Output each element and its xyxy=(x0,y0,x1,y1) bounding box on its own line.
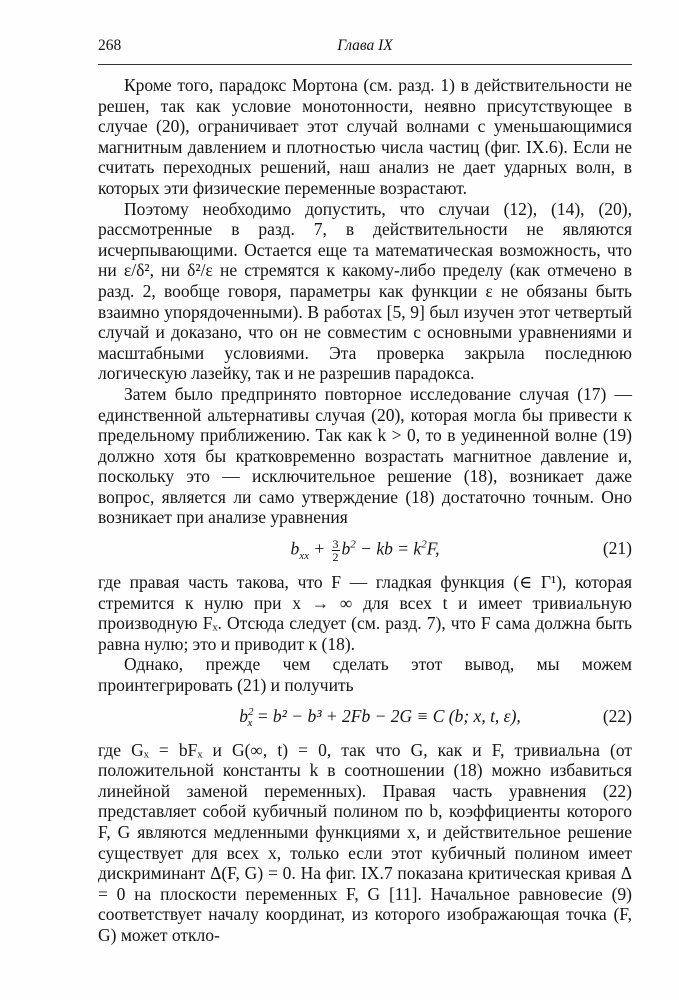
eq21-subscript-xx: xx xyxy=(299,550,309,563)
page-number: 268 xyxy=(98,37,122,54)
eq21-term-b: b xyxy=(290,538,300,559)
header-rule xyxy=(98,64,632,65)
equation-22-number: (22) xyxy=(602,705,632,726)
eq21-rest-exponent: 2 xyxy=(421,538,427,551)
equation-21-formula xyxy=(98,538,632,563)
eq22-exponent: 2 xyxy=(247,705,254,718)
eq21-exponent: 2 xyxy=(350,538,356,551)
eq21-plus: + xyxy=(308,538,330,559)
running-head: Глава IX xyxy=(337,37,393,54)
eq22-subscript: x xyxy=(247,717,253,730)
eq21-term-b2: b xyxy=(341,538,351,559)
equation-22 xyxy=(98,706,632,730)
eq21-rest: − kb = k xyxy=(355,538,422,559)
paragraph-2: Поэтому необходимо допустить, что случаи (12), (14), (20), рассмотренные в разд. 7, в действительности не являются исчерпывающими. Остается еще та математическая возможность, что ни ε/δ², ни δ²/ε не стремятся к какому-либо пределу (как отмечено в разд. 2, вообще говоря, параметры как функции ε не обязаны быть взаимно упорядоченными). В работах [5, 9] был изучен этот четвертый случай и доказано, что он не совместим с основными уравнениями и масштабными условиями. Эта проверка закрыла последнюю логическую лазейку, так и не разрешив парадокса. xyxy=(98,198,632,384)
equation-21-number: (21) xyxy=(602,538,632,559)
page-header xyxy=(98,37,632,61)
equation-22-formula xyxy=(128,705,632,730)
eq21-frac-denominator: 2 xyxy=(332,550,339,565)
eq22-rhs: = b² − b³ + 2Fb − 2G ≡ C (b; x, t, ε), xyxy=(252,705,521,726)
eq21-fraction xyxy=(332,538,340,563)
eq22-term-b: b xyxy=(239,705,248,726)
paragraph-4: где правая часть такова, что F — гладкая функция (∈ Γ¹), которая стремится к нулю при x → ∞ для всех t и имеет тривиальную производную Fₓ. Отсюда следует (см. разд. 7), что F сама должна быть равна нулю; это и приводит к (18). xyxy=(98,572,632,654)
body-text xyxy=(98,75,632,946)
paragraph-3: Затем было предпринято повторное исследование случая (17) — единственной альтернативы случая (20), которая могла бы привести к предельному приближению. Так как k > 0, то в уединенной волне (19) должно хотя бы кратковременно возрастать магнитное давление и, поскольку это — исключительное решение (18), возникает даже вопрос, является ли само утверждение (18) достаточно точным. Оно возникает при анализе уравнения xyxy=(98,383,632,528)
eq21-frac-numerator: 3 xyxy=(332,537,339,552)
paragraph-1: Кроме того, парадокс Мортона (см. разд. 1) в действительности не решен, так как условие монотонности, неявно присутствующее в случае (20), ограничивает этот случай волнами с уменьшающимися магнитным давлением и плотностью числа частиц (фиг. IX.6). Если не считать переходных решений, наш анализ не дает ударных волн, в которых эти физические переменные возрастают. xyxy=(98,75,632,198)
equation-21 xyxy=(98,537,632,565)
paragraph-6: где Gₓ = bFₓ и G(∞, t) = 0, так что G, как и F, тривиальна (от положительной константы k в соотношении (18) можно избавиться линейной заменой переменных). Правая часть уравнения (22) представляет собой кубичный полином по b, коэффициенты которого F, G являются медленными функциями x, и действительное решение существует для всех x, только если этот кубичный полином имеет дискриминант Δ(F, G) = 0. На фиг. IX.7 показана критическая кривая Δ = 0 на плоскости переменных F, G [11]. Начальное равновесие (9) соответствует началу координат, из которого изображающая точка (F, G) может откло- xyxy=(98,739,632,945)
eq21-tail: F, xyxy=(426,538,440,559)
paragraph-5: Однако, прежде чем сделать этот вывод, мы можем проинтегрировать (21) и получить xyxy=(98,654,632,696)
